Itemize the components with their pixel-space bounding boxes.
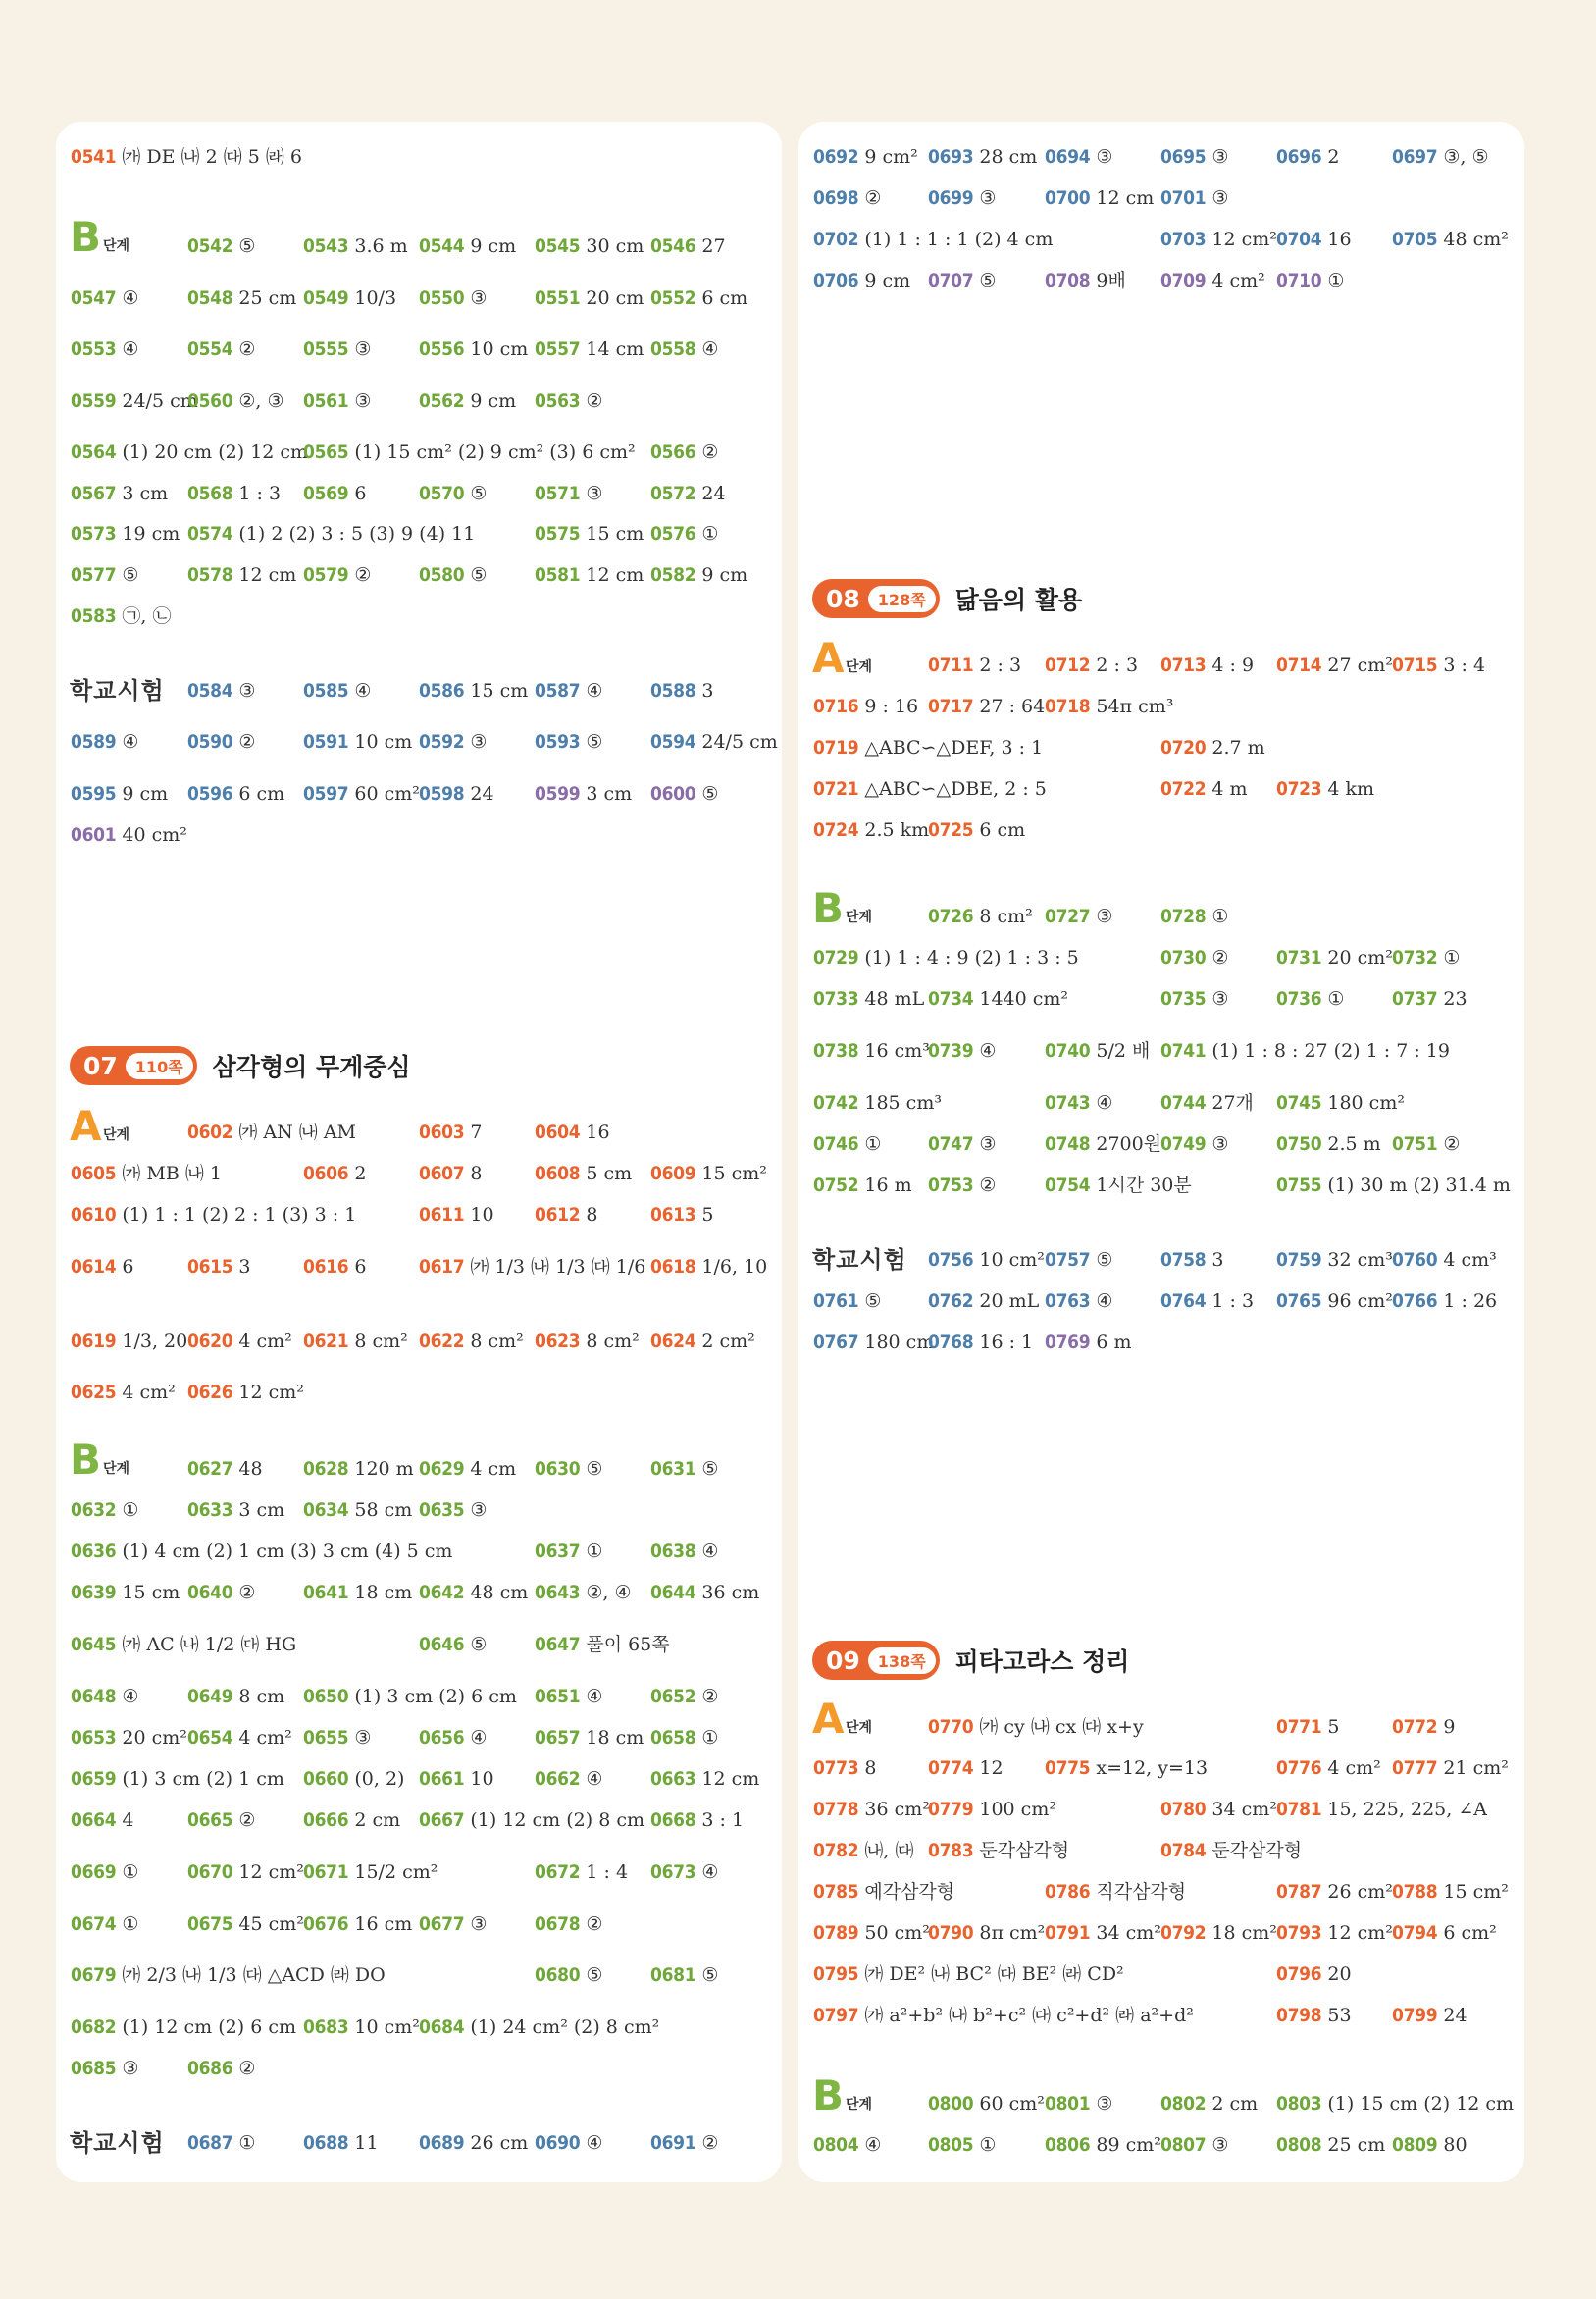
answer-0621: 0621 8 cm² [303, 1331, 408, 1352]
answer-0726: 0726 8 cm² [928, 906, 1033, 927]
answer-0563: 0563 ② [535, 391, 603, 412]
answer-0728: 0728 ① [1160, 906, 1229, 927]
answer-0699: 0699 ③ [928, 187, 997, 209]
answer-0697: 0697 ③, ⑤ [1392, 146, 1489, 168]
answer-0721: 0721 △ABC∽△DBE, 2 : 5 [813, 778, 1047, 800]
answer-0772: 0772 9 [1392, 1716, 1456, 1738]
level-a-badge: A 단계 [812, 1695, 873, 1743]
answer-0613: 0613 5 [650, 1204, 714, 1226]
answer-0766: 0766 1 : 26 [1392, 1290, 1498, 1312]
chapter-page: 128쪽 [868, 586, 936, 612]
answer-0629: 0629 4 cm [419, 1458, 517, 1480]
answer-0769: 0769 6 m [1045, 1332, 1132, 1353]
answer-0716: 0716 9 : 16 [813, 696, 919, 717]
answer-0792: 0792 18 cm² [1160, 1922, 1277, 1944]
answer-0727: 0727 ③ [1045, 906, 1113, 927]
chapter-08-header [812, 577, 1082, 620]
answer-0681: 0681 ⑤ [650, 1964, 719, 1986]
answer-0808: 0808 25 cm [1276, 2134, 1386, 2156]
answer-0710: 0710 ① [1276, 270, 1345, 291]
answer-0741: 0741 (1) 1 : 8 : 27 (2) 1 : 7 : 19 [1160, 1040, 1450, 1062]
answer-0761: 0761 ⑤ [813, 1290, 882, 1312]
answer-0779: 0779 100 cm² [928, 1799, 1056, 1820]
answer-0632: 0632 ① [71, 1499, 139, 1521]
answer-0608: 0608 5 cm [535, 1163, 633, 1184]
chapter-number: 08 [826, 584, 860, 613]
answer-0794: 0794 6 cm² [1392, 1922, 1497, 1944]
answer-0694: 0694 ③ [1045, 146, 1113, 168]
answer-0665: 0665 ② [187, 1809, 256, 1831]
answer-0690: 0690 ④ [535, 2132, 603, 2154]
answer-0798: 0798 53 [1276, 2005, 1352, 2026]
answer-0601: 0601 40 cm² [71, 824, 187, 846]
chapter-number: 09 [826, 1646, 860, 1675]
answer-0570: 0570 ⑤ [419, 483, 488, 504]
answer-0594: 0594 24/5 cm [650, 731, 778, 753]
answer-0559: 0559 24/5 cm [71, 391, 198, 412]
answer-0617: 0617 ㈎ 1/3 ㈏ 1/3 ㈐ 1/6 [419, 1256, 646, 1278]
answer-0763: 0763 ④ [1045, 1290, 1113, 1312]
answer-0703: 0703 12 cm² [1160, 229, 1277, 250]
answer-0691: 0691 ② [650, 2132, 719, 2154]
answer-0661: 0661 10 [419, 1768, 494, 1790]
answer-0605: 0605 ㈎ MB ㈏ 1 [71, 1163, 222, 1184]
answer-0762: 0762 20 mL [928, 1290, 1040, 1312]
answer-0556: 0556 10 cm [419, 339, 529, 360]
answer-0657: 0657 18 cm [535, 1727, 644, 1749]
answer-0602: 0602 ㈎ AN ㈏ AM [187, 1122, 357, 1143]
answer-0658: 0658 ① [650, 1727, 719, 1749]
answer-0573: 0573 19 cm [71, 523, 180, 545]
answer-0645: 0645 ㈎ AC ㈏ 1/2 ㈐ HG [71, 1634, 297, 1655]
answer-0752: 0752 16 m [813, 1175, 912, 1196]
answer-0646: 0646 ⑤ [419, 1634, 488, 1655]
answer-0764: 0764 1 : 3 [1160, 1290, 1255, 1312]
answer-0683: 0683 10 cm² [303, 2016, 420, 2038]
answer-0561: 0561 ③ [303, 391, 372, 412]
answer-0689: 0689 26 cm [419, 2132, 529, 2154]
answer-0788: 0788 15 cm² [1392, 1881, 1509, 1903]
answer-0685: 0685 ③ [71, 2058, 139, 2079]
answer-0744: 0744 27개 [1160, 1092, 1254, 1114]
answer-0751: 0751 ② [1392, 1133, 1461, 1155]
school-exam-label: 학교시험 [70, 2129, 165, 2157]
answer-0654: 0654 4 cm² [187, 1727, 292, 1749]
answer-0722: 0722 4 m [1160, 778, 1248, 800]
answer-0753: 0753 ② [928, 1175, 997, 1196]
answer-0709: 0709 4 cm² [1160, 270, 1265, 291]
answer-0706: 0706 9 cm [813, 270, 911, 291]
answer-0545: 0545 30 cm [535, 235, 644, 257]
answer-0565: 0565 (1) 15 cm² (2) 9 cm² (3) 6 cm² [303, 442, 636, 463]
answer-0754: 0754 1시간 30분 [1045, 1175, 1192, 1196]
answer-0579: 0579 ② [303, 564, 372, 586]
answer-0627: 0627 48 [187, 1458, 263, 1480]
answer-0655: 0655 ③ [303, 1727, 372, 1749]
answer-0801: 0801 ③ [1045, 2093, 1113, 2115]
answer-0742: 0742 185 cm³ [813, 1092, 942, 1114]
answer-0596: 0596 6 cm [187, 783, 285, 805]
answer-0676: 0676 16 cm [303, 1913, 413, 1935]
answer-0787: 0787 26 cm² [1276, 1881, 1393, 1903]
answer-0587: 0587 ④ [535, 680, 603, 702]
answer-0619: 0619 1/3, 20 [71, 1331, 188, 1352]
chapter-07-header [70, 1044, 411, 1087]
answer-0591: 0591 10 cm [303, 731, 413, 753]
answer-0768: 0768 16 : 1 [928, 1332, 1034, 1353]
answer-0566: 0566 ② [650, 442, 719, 463]
answer-0560: 0560 ②, ③ [187, 391, 284, 412]
answer-0580: 0580 ⑤ [419, 564, 488, 586]
answer-0635: 0635 ③ [419, 1499, 488, 1521]
answer-0778: 0778 36 cm² [813, 1799, 930, 1820]
chapter-09-pill [812, 1641, 940, 1680]
answer-0757: 0757 ⑤ [1045, 1249, 1113, 1271]
answer-0543: 0543 3.6 m [303, 235, 408, 257]
answer-0711: 0711 2 : 3 [928, 654, 1022, 676]
answer-0795: 0795 ㈎ DE² ㈏ BC² ㈐ BE² ㈑ CD² [813, 1963, 1124, 1985]
answer-0785: 0785 예각삼각형 [813, 1881, 955, 1903]
answer-0666: 0666 2 cm [303, 1809, 401, 1831]
answer-0735: 0735 ③ [1160, 988, 1229, 1010]
answer-0719: 0719 △ABC∽△DEF, 3 : 1 [813, 737, 1044, 758]
answer-0673: 0673 ④ [650, 1861, 719, 1883]
answer-0755: 0755 (1) 30 m (2) 31.4 m [1276, 1175, 1511, 1196]
answer-0715: 0715 3 : 4 [1392, 654, 1486, 676]
answer-0730: 0730 ② [1160, 947, 1229, 968]
answer-0724: 0724 2.5 km [813, 819, 930, 841]
level-b-badge: B 단계 [70, 213, 130, 261]
answer-0740: 0740 5/2 배 [1045, 1040, 1151, 1062]
answer-0647: 0647 풀이 65쪽 [535, 1634, 670, 1655]
answer-0687: 0687 ① [187, 2132, 256, 2154]
answer-0692: 0692 9 cm² [813, 146, 918, 168]
answer-0746: 0746 ① [813, 1133, 882, 1155]
answer-0611: 0611 10 [419, 1204, 494, 1226]
answer-0631: 0631 ⑤ [650, 1458, 719, 1480]
answer-0614: 0614 6 [71, 1256, 134, 1278]
answer-0781: 0781 15, 225, 225, ∠A [1276, 1799, 1487, 1820]
answer-0558: 0558 ④ [650, 339, 719, 360]
answer-0702: 0702 (1) 1 : 1 : 1 (2) 4 cm [813, 229, 1054, 250]
answer-0553: 0553 ④ [71, 339, 139, 360]
answer-0803: 0803 (1) 15 cm (2) 12 cm [1276, 2093, 1515, 2115]
answer-0604: 0604 16 [535, 1122, 610, 1143]
answer-0651: 0651 ④ [535, 1686, 603, 1707]
answer-0662: 0662 ④ [535, 1768, 603, 1790]
school-exam-label: 학교시험 [812, 1246, 907, 1274]
answer-0734: 0734 1440 cm² [928, 988, 1069, 1010]
level-b-badge: B 단계 [812, 884, 873, 932]
answer-0554: 0554 ② [187, 339, 256, 360]
answer-0600: 0600 ⑤ [650, 783, 719, 805]
answer-0578: 0578 12 cm [187, 564, 297, 586]
chapter-08-pill [812, 579, 940, 618]
chapter-title: 닮음의 활용 [954, 586, 1083, 614]
answer-0796: 0796 20 [1276, 1963, 1352, 1985]
answer-0674: 0674 ① [71, 1913, 139, 1935]
answer-0777: 0777 21 cm² [1392, 1757, 1509, 1779]
answer-0686: 0686 ② [187, 2058, 256, 2079]
answer-0616: 0616 6 [303, 1256, 367, 1278]
answer-0750: 0750 2.5 m [1276, 1133, 1381, 1155]
answer-0758: 0758 3 [1160, 1249, 1224, 1271]
answer-0615: 0615 3 [187, 1256, 251, 1278]
answer-0659: 0659 (1) 3 cm (2) 1 cm [71, 1768, 284, 1790]
answer-0701: 0701 ③ [1160, 187, 1229, 209]
answer-0547: 0547 ④ [71, 287, 139, 309]
answer-0806: 0806 89 cm² [1045, 2134, 1161, 2156]
answer-0693: 0693 28 cm [928, 146, 1038, 168]
answer-0595: 0595 9 cm [71, 783, 169, 805]
answer-0717: 0717 27 : 64 [928, 696, 1046, 717]
answer-0628: 0628 120 m [303, 1458, 414, 1480]
answer-0649: 0649 8 cm [187, 1686, 285, 1707]
answer-0774: 0774 12 [928, 1757, 1004, 1779]
right-answer-panel [798, 122, 1524, 2182]
level-a-badge: A 단계 [812, 634, 873, 682]
answer-0748: 0748 2700원 [1045, 1133, 1162, 1155]
answer-0780: 0780 34 cm² [1160, 1799, 1277, 1820]
answer-0575: 0575 15 cm [535, 523, 644, 545]
answer-0549: 0549 10/3 [303, 287, 397, 309]
answer-0552: 0552 6 cm [650, 287, 748, 309]
answer-0637: 0637 ① [535, 1541, 603, 1562]
chapter-page: 110쪽 [126, 1053, 193, 1079]
answer-0599: 0599 3 cm [535, 783, 633, 805]
answer-0771: 0771 5 [1276, 1716, 1340, 1738]
answer-0747: 0747 ③ [928, 1133, 997, 1155]
answer-0633: 0633 3 cm [187, 1499, 285, 1521]
answer-0550: 0550 ③ [419, 287, 488, 309]
answer-0585: 0585 ④ [303, 680, 372, 702]
answer-0732: 0732 ① [1392, 947, 1461, 968]
answer-0669: 0669 ① [71, 1861, 139, 1883]
answer-0682: 0682 (1) 12 cm (2) 6 cm [71, 2016, 296, 2038]
answer-0583: 0583 ㉠, ㉡ [71, 605, 172, 627]
answer-0667: 0667 (1) 12 cm (2) 8 cm [419, 1809, 644, 1831]
answer-0756: 0756 10 cm² [928, 1249, 1045, 1271]
answer-0569: 0569 6 [303, 483, 367, 504]
answer-0640: 0640 ② [187, 1582, 256, 1603]
answer-0624: 0624 2 cm² [650, 1331, 755, 1352]
answer-0712: 0712 2 : 3 [1045, 654, 1139, 676]
answer-0562: 0562 9 cm [419, 391, 517, 412]
answer-0577: 0577 ⑤ [71, 564, 139, 586]
answer-0759: 0759 32 cm³ [1276, 1249, 1393, 1271]
answer-0586: 0586 15 cm [419, 680, 529, 702]
answer-0782: 0782 ㈏, ㈐ [813, 1840, 914, 1861]
answer-0737: 0737 23 [1392, 988, 1467, 1010]
answer-0584: 0584 ③ [187, 680, 256, 702]
answer-0590: 0590 ② [187, 731, 256, 753]
answer-0589: 0589 ④ [71, 731, 139, 753]
answer-0700: 0700 12 cm [1045, 187, 1155, 209]
answer-0618: 0618 1/6, 10 [650, 1256, 768, 1278]
answer-0638: 0638 ④ [650, 1541, 719, 1562]
answer-0541: 0541 ㈎ DE ㈏ 2 ㈐ 5 ㈑ 6 [71, 146, 303, 168]
answer-0581: 0581 12 cm [535, 564, 644, 586]
answer-0799: 0799 24 [1392, 2005, 1467, 2026]
answer-0610: 0610 (1) 1 : 1 (2) 2 : 1 (3) 3 : 1 [71, 1204, 357, 1226]
answer-0557: 0557 14 cm [535, 339, 644, 360]
answer-0797: 0797 ㈎ a²+b² ㈏ b²+c² ㈐ c²+d² ㈑ a²+d² [813, 2005, 1194, 2026]
answer-0656: 0656 ④ [419, 1727, 488, 1749]
answer-0678: 0678 ② [535, 1913, 603, 1935]
level-b-badge: B 단계 [70, 1436, 130, 1484]
answer-0789: 0789 50 cm² [813, 1922, 930, 1944]
answer-0542: 0542 ⑤ [187, 235, 256, 257]
answer-0738: 0738 16 cm³ [813, 1040, 930, 1062]
answer-0644: 0644 36 cm [650, 1582, 760, 1603]
answer-0625: 0625 4 cm² [71, 1382, 176, 1403]
chapter-09-header [812, 1639, 1129, 1682]
answer-0725: 0725 6 cm [928, 819, 1026, 841]
answer-0567: 0567 3 cm [71, 483, 169, 504]
answer-0588: 0588 3 [650, 680, 714, 702]
answer-0551: 0551 20 cm [535, 287, 644, 309]
answer-0544: 0544 9 cm [419, 235, 517, 257]
answer-0773: 0773 8 [813, 1757, 877, 1779]
answer-0672: 0672 1 : 4 [535, 1861, 629, 1883]
answer-0568: 0568 1 : 3 [187, 483, 282, 504]
answer-0623: 0623 8 cm² [535, 1331, 640, 1352]
answer-0739: 0739 ④ [928, 1040, 997, 1062]
answer-0634: 0634 58 cm [303, 1499, 413, 1521]
answer-0784: 0784 둔각삼각형 [1160, 1840, 1303, 1861]
answer-0720: 0720 2.7 m [1160, 737, 1265, 758]
answer-0643: 0643 ②, ④ [535, 1582, 632, 1603]
answer-0743: 0743 ④ [1045, 1092, 1113, 1114]
answer-0592: 0592 ③ [419, 731, 488, 753]
answer-0749: 0749 ③ [1160, 1133, 1229, 1155]
level-a-badge: A 단계 [70, 1102, 130, 1150]
answer-0698: 0698 ② [813, 187, 882, 209]
answer-0582: 0582 9 cm [650, 564, 748, 586]
answer-0622: 0622 8 cm² [419, 1331, 524, 1352]
answer-0714: 0714 27 cm² [1276, 654, 1393, 676]
answer-0760: 0760 4 cm³ [1392, 1249, 1497, 1271]
chapter-page: 138쪽 [868, 1647, 936, 1674]
answer-0791: 0791 34 cm² [1045, 1922, 1161, 1944]
answer-0688: 0688 11 [303, 2132, 379, 2154]
answer-0641: 0641 18 cm [303, 1582, 413, 1603]
answer-0546: 0546 27 [650, 235, 726, 257]
answer-0576: 0576 ① [650, 523, 719, 545]
answer-0704: 0704 16 [1276, 229, 1352, 250]
chapter-number: 07 [83, 1051, 118, 1080]
answer-0705: 0705 48 cm² [1392, 229, 1509, 250]
answer-0790: 0790 8π cm² [928, 1922, 1046, 1944]
answer-0723: 0723 4 km [1276, 778, 1375, 800]
level-b-badge: B 단계 [812, 2071, 873, 2119]
answer-0707: 0707 ⑤ [928, 270, 997, 291]
answer-0555: 0555 ③ [303, 339, 372, 360]
answer-0642: 0642 48 cm [419, 1582, 529, 1603]
answer-0731: 0731 20 cm² [1276, 947, 1393, 968]
answer-0802: 0802 2 cm [1160, 2093, 1259, 2115]
answer-0800: 0800 60 cm² [928, 2093, 1045, 2115]
answer-0607: 0607 8 [419, 1163, 483, 1184]
answer-0804: 0804 ④ [813, 2134, 882, 2156]
answer-0603: 0603 7 [419, 1122, 483, 1143]
answer-0564: 0564 (1) 20 cm (2) 12 cm [71, 442, 309, 463]
answer-0807: 0807 ③ [1160, 2134, 1229, 2156]
answer-0696: 0696 2 [1276, 146, 1340, 168]
answer-0650: 0650 (1) 3 cm (2) 6 cm [303, 1686, 517, 1707]
answer-0660: 0660 (0, 2) [303, 1768, 405, 1790]
answer-0574: 0574 (1) 2 (2) 3 : 5 (3) 9 (4) 11 [187, 523, 476, 545]
answer-0713: 0713 4 : 9 [1160, 654, 1255, 676]
answer-0745: 0745 180 cm² [1276, 1092, 1405, 1114]
chapter-07-pill [70, 1046, 197, 1085]
answer-0606: 0606 2 [303, 1163, 367, 1184]
answer-0805: 0805 ① [928, 2134, 997, 2156]
answer-0597: 0597 60 cm² [303, 783, 420, 805]
answer-0652: 0652 ② [650, 1686, 719, 1707]
answer-0612: 0612 8 [535, 1204, 598, 1226]
answer-0776: 0776 4 cm² [1276, 1757, 1381, 1779]
answer-0598: 0598 24 [419, 783, 494, 805]
answer-0767: 0767 180 cm [813, 1332, 935, 1353]
answer-0775: 0775 x=12, y=13 [1045, 1757, 1209, 1779]
school-exam-label: 학교시험 [70, 677, 165, 705]
answer-0664: 0664 4 [71, 1809, 134, 1831]
answer-0675: 0675 45 cm² [187, 1913, 304, 1935]
answer-0770: 0770 ㈎ cy ㈏ cx ㈐ x+y [928, 1716, 1144, 1738]
answer-0729: 0729 (1) 1 : 4 : 9 (2) 1 : 3 : 5 [813, 947, 1079, 968]
answer-0793: 0793 12 cm² [1276, 1922, 1393, 1944]
answer-0786: 0786 직각삼각형 [1045, 1881, 1187, 1903]
answer-0695: 0695 ③ [1160, 146, 1229, 168]
answer-0639: 0639 15 cm [71, 1582, 180, 1603]
answer-0708: 0708 9배 [1045, 270, 1126, 291]
chapter-title: 삼각형의 무게중심 [212, 1053, 411, 1081]
answer-0733: 0733 48 mL [813, 988, 925, 1010]
answer-0648: 0648 ④ [71, 1686, 139, 1707]
answer-0718: 0718 54π cm³ [1045, 696, 1174, 717]
left-answer-panel [56, 122, 782, 2182]
answer-0680: 0680 ⑤ [535, 1964, 603, 1986]
answer-0663: 0663 12 cm [650, 1768, 760, 1790]
answer-0653: 0653 20 cm² [71, 1727, 187, 1749]
answer-0636: 0636 (1) 4 cm (2) 1 cm (3) 3 cm (4) 5 cm [71, 1541, 453, 1562]
answer-0609: 0609 15 cm² [650, 1163, 767, 1184]
answer-0626: 0626 12 cm² [187, 1382, 304, 1403]
answer-0630: 0630 ⑤ [535, 1458, 603, 1480]
answer-0670: 0670 12 cm² [187, 1861, 304, 1883]
answer-0620: 0620 4 cm² [187, 1331, 292, 1352]
answer-0684: 0684 (1) 24 cm² (2) 8 cm² [419, 2016, 660, 2038]
answer-0593: 0593 ⑤ [535, 731, 603, 753]
answer-0548: 0548 25 cm [187, 287, 297, 309]
answer-0671: 0671 15/2 cm² [303, 1861, 438, 1883]
chapter-title: 피타고라스 정리 [954, 1647, 1130, 1676]
answer-0679: 0679 ㈎ 2/3 ㈏ 1/3 ㈐ △ACD ㈑ DO [71, 1964, 386, 1986]
answer-0765: 0765 96 cm² [1276, 1290, 1393, 1312]
answer-0572: 0572 24 [650, 483, 726, 504]
answer-0809: 0809 80 [1392, 2134, 1467, 2156]
answer-0677: 0677 ③ [419, 1913, 488, 1935]
answer-0571: 0571 ③ [535, 483, 603, 504]
answer-0668: 0668 3 : 1 [650, 1809, 745, 1831]
answer-0783: 0783 둔각삼각형 [928, 1840, 1070, 1861]
answer-0736: 0736 ① [1276, 988, 1345, 1010]
